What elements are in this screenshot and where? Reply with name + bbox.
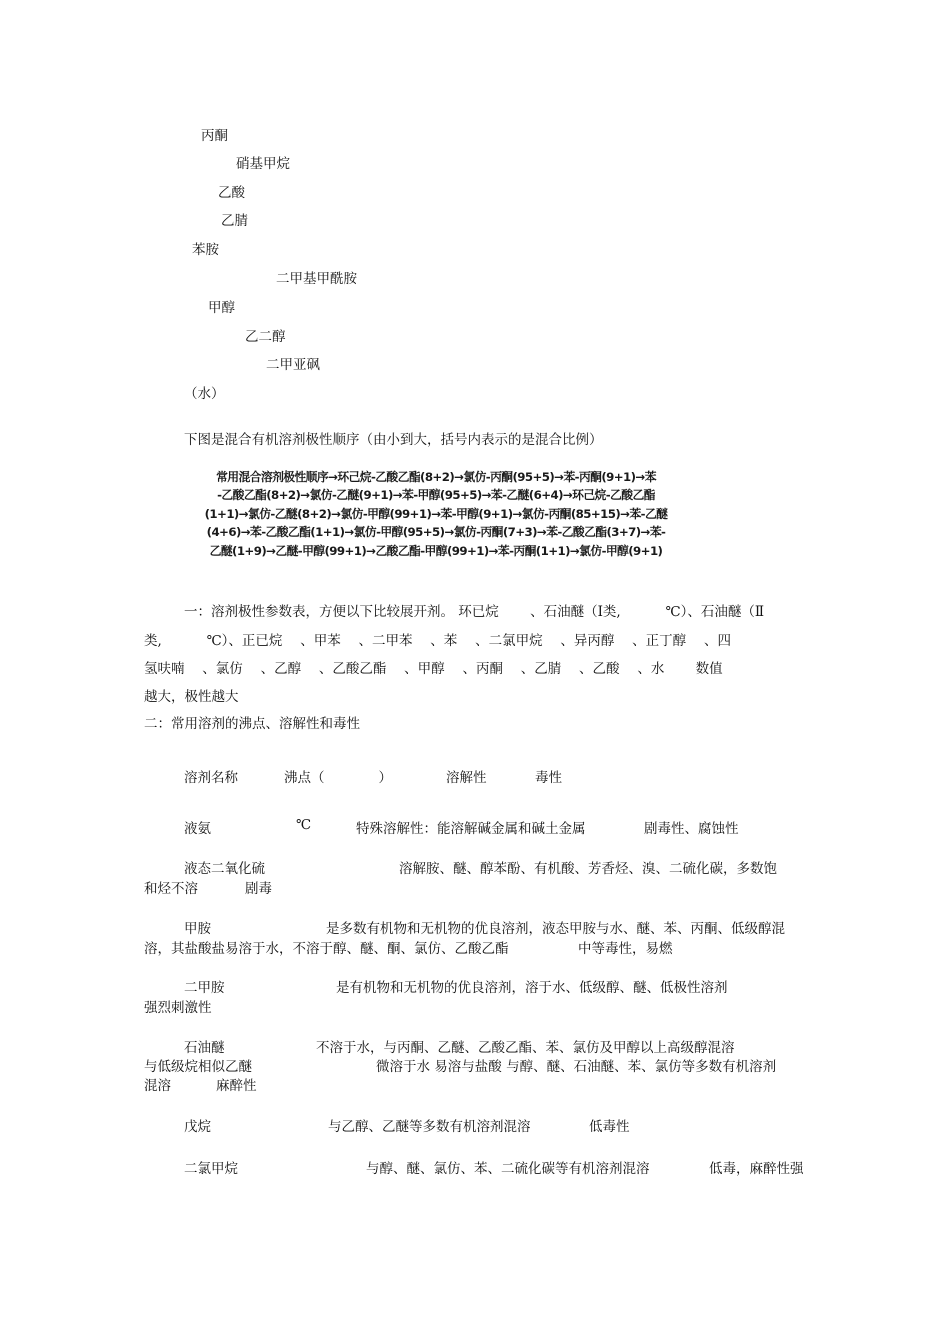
entry-toxicity: 低毒性 xyxy=(589,1119,630,1135)
entry-solubility-cont: 和烃不溶 xyxy=(144,881,198,897)
entry-toxicity: 剧毒 xyxy=(245,881,272,897)
entry-toxicity: 中等毒性，易燃 xyxy=(578,941,673,957)
header-boiling-point: 沸点（ ） xyxy=(284,770,392,786)
entry-toxicity: 麻醉性 xyxy=(216,1078,257,1094)
header-name: 溶剂名称 xyxy=(184,770,238,786)
solvent-item: （水） xyxy=(184,386,225,402)
solvent-item: 乙腈 xyxy=(221,213,248,229)
entry-toxicity: 剧毒性、腐蚀性 xyxy=(644,821,739,837)
entry-toxicity: 低毒，麻醉性强 xyxy=(709,1161,804,1177)
section-two-title: 二：常用溶剂的沸点、溶解性和毒性 xyxy=(144,716,360,732)
entry-boiling-point: ℃ xyxy=(296,817,312,833)
entry-solubility-cont: 混溶 xyxy=(144,1078,171,1094)
solvent-item: 乙酸 xyxy=(218,185,245,201)
section-one-line: 越大，极性越大 xyxy=(144,689,239,705)
header-solubility: 溶解性 xyxy=(446,770,487,786)
solvent-item: 甲醇 xyxy=(208,300,235,316)
solvent-item: 硝基甲烷 xyxy=(236,156,290,172)
entry-solubility-cont: 微溶于水 易溶与盐酸 与醇、醚、石油醚、苯、氯仿等多数有机溶剂 xyxy=(376,1059,777,1075)
solvent-item: 苯胺 xyxy=(192,242,219,258)
entry-solubility: 是多数有机物和无机物的优良溶剂，液态甲胺与水、醚、苯、丙酮、低级醇混 xyxy=(326,921,785,937)
entry-solubility-cont: 溶，其盐酸盐易溶于水，不溶于醇、醚、酮、氯仿、乙酸乙酯 xyxy=(144,941,509,957)
entry-name: 甲胺 xyxy=(184,921,211,937)
polarity-figure-line: 乙醚(1+9)→乙醚-甲醇(99+1)→乙酸乙酯-甲醇(99+1)→苯-丙酮(1+1)→氯仿-甲醇(9+1) xyxy=(209,543,663,558)
section-one-line: 氢呋喃 、氯仿 、乙醇 、乙酸乙酯 、甲醇 、丙酮 、乙腈 、乙酸 、水 数值 xyxy=(144,661,723,677)
solvent-item: 二甲基甲酰胺 xyxy=(276,271,357,287)
entry-solubility: 特殊溶解性：能溶解碱金属和碱土金属 xyxy=(356,821,586,837)
entry-name-cont: 与低级烷相似乙醚 xyxy=(144,1059,252,1075)
polarity-figure-line: (4+6)→苯-乙酸乙酯(1+1)→氯仿-甲醇(95+5)→氯仿-丙酮(7+3)→苯-乙酸乙酯(3+7)→苯- xyxy=(206,525,666,540)
polarity-figure-line: (1+1)→氯仿-乙醚(8+2)→氯仿-甲醇(99+1)→苯-甲醇(9+1)→氯仿-丙酮(85+15)→苯-乙醚 xyxy=(204,506,668,521)
section-one-line: 一：溶剂极性参数表，方便以下比较展开剂。 环已烷 、石油醚（Ⅰ类, ℃）、石油醚（Ⅱ xyxy=(184,604,765,620)
entry-name: 液态二氧化硫 xyxy=(184,861,265,877)
entry-name: 戊烷 xyxy=(184,1119,211,1135)
entry-solubility: 溶解胺、醚、醇苯酚、有机酸、芳香烃、溴、二硫化碳，多数饱 xyxy=(399,861,777,877)
solvent-item: 二甲亚砜 xyxy=(266,357,320,373)
polarity-order-figure xyxy=(178,468,694,560)
polarity-figure-line: -乙酸乙酯(8+2)→氯仿-乙醚(9+1)→苯-甲醇(95+5)→苯-乙醚(6+4)→环己烷-乙酸乙酯 xyxy=(217,488,655,503)
entry-solubility: 与醇、醚、氯仿、苯、二硫化碳等有机溶剂混溶 xyxy=(366,1161,650,1177)
solvent-item: 丙酮 xyxy=(201,128,228,144)
entry-toxicity: 强烈刺激性 xyxy=(144,1000,212,1016)
entry-name: 二氯甲烷 xyxy=(184,1161,238,1177)
polarity-figure-line: 常用混合溶剂极性顺序→环己烷-乙酸乙酯(8+2)→氯仿-丙酮(95+5)→苯-丙酮(9+1)→苯 xyxy=(216,470,656,484)
section-one-line: 类, ℃）、正已烷 、甲苯 、二甲苯 、苯 、二氯甲烷 、异丙醇 、正丁醇 、四 xyxy=(144,633,731,649)
entry-solubility: 与乙醇、乙醚等多数有机溶剂混溶 xyxy=(328,1119,531,1135)
header-toxicity: 毒性 xyxy=(535,770,562,786)
entry-name: 液氨 xyxy=(184,821,211,837)
entry-solubility: 是有机物和无机物的优良溶剂，溶于水、低级醇、醚、低极性溶剂 xyxy=(336,980,728,996)
entry-solubility: 不溶于水，与丙酮、乙醚、乙酸乙酯、苯、氯仿及甲醇以上高级醇混溶 xyxy=(316,1040,735,1056)
entry-name: 二甲胺 xyxy=(184,980,225,996)
polarity-intro: 下图是混合有机溶剂极性顺序（由小到大，括号内表示的是混合比例） xyxy=(184,432,603,448)
solvent-item: 乙二醇 xyxy=(245,329,286,345)
entry-name: 石油醚 xyxy=(184,1040,225,1056)
